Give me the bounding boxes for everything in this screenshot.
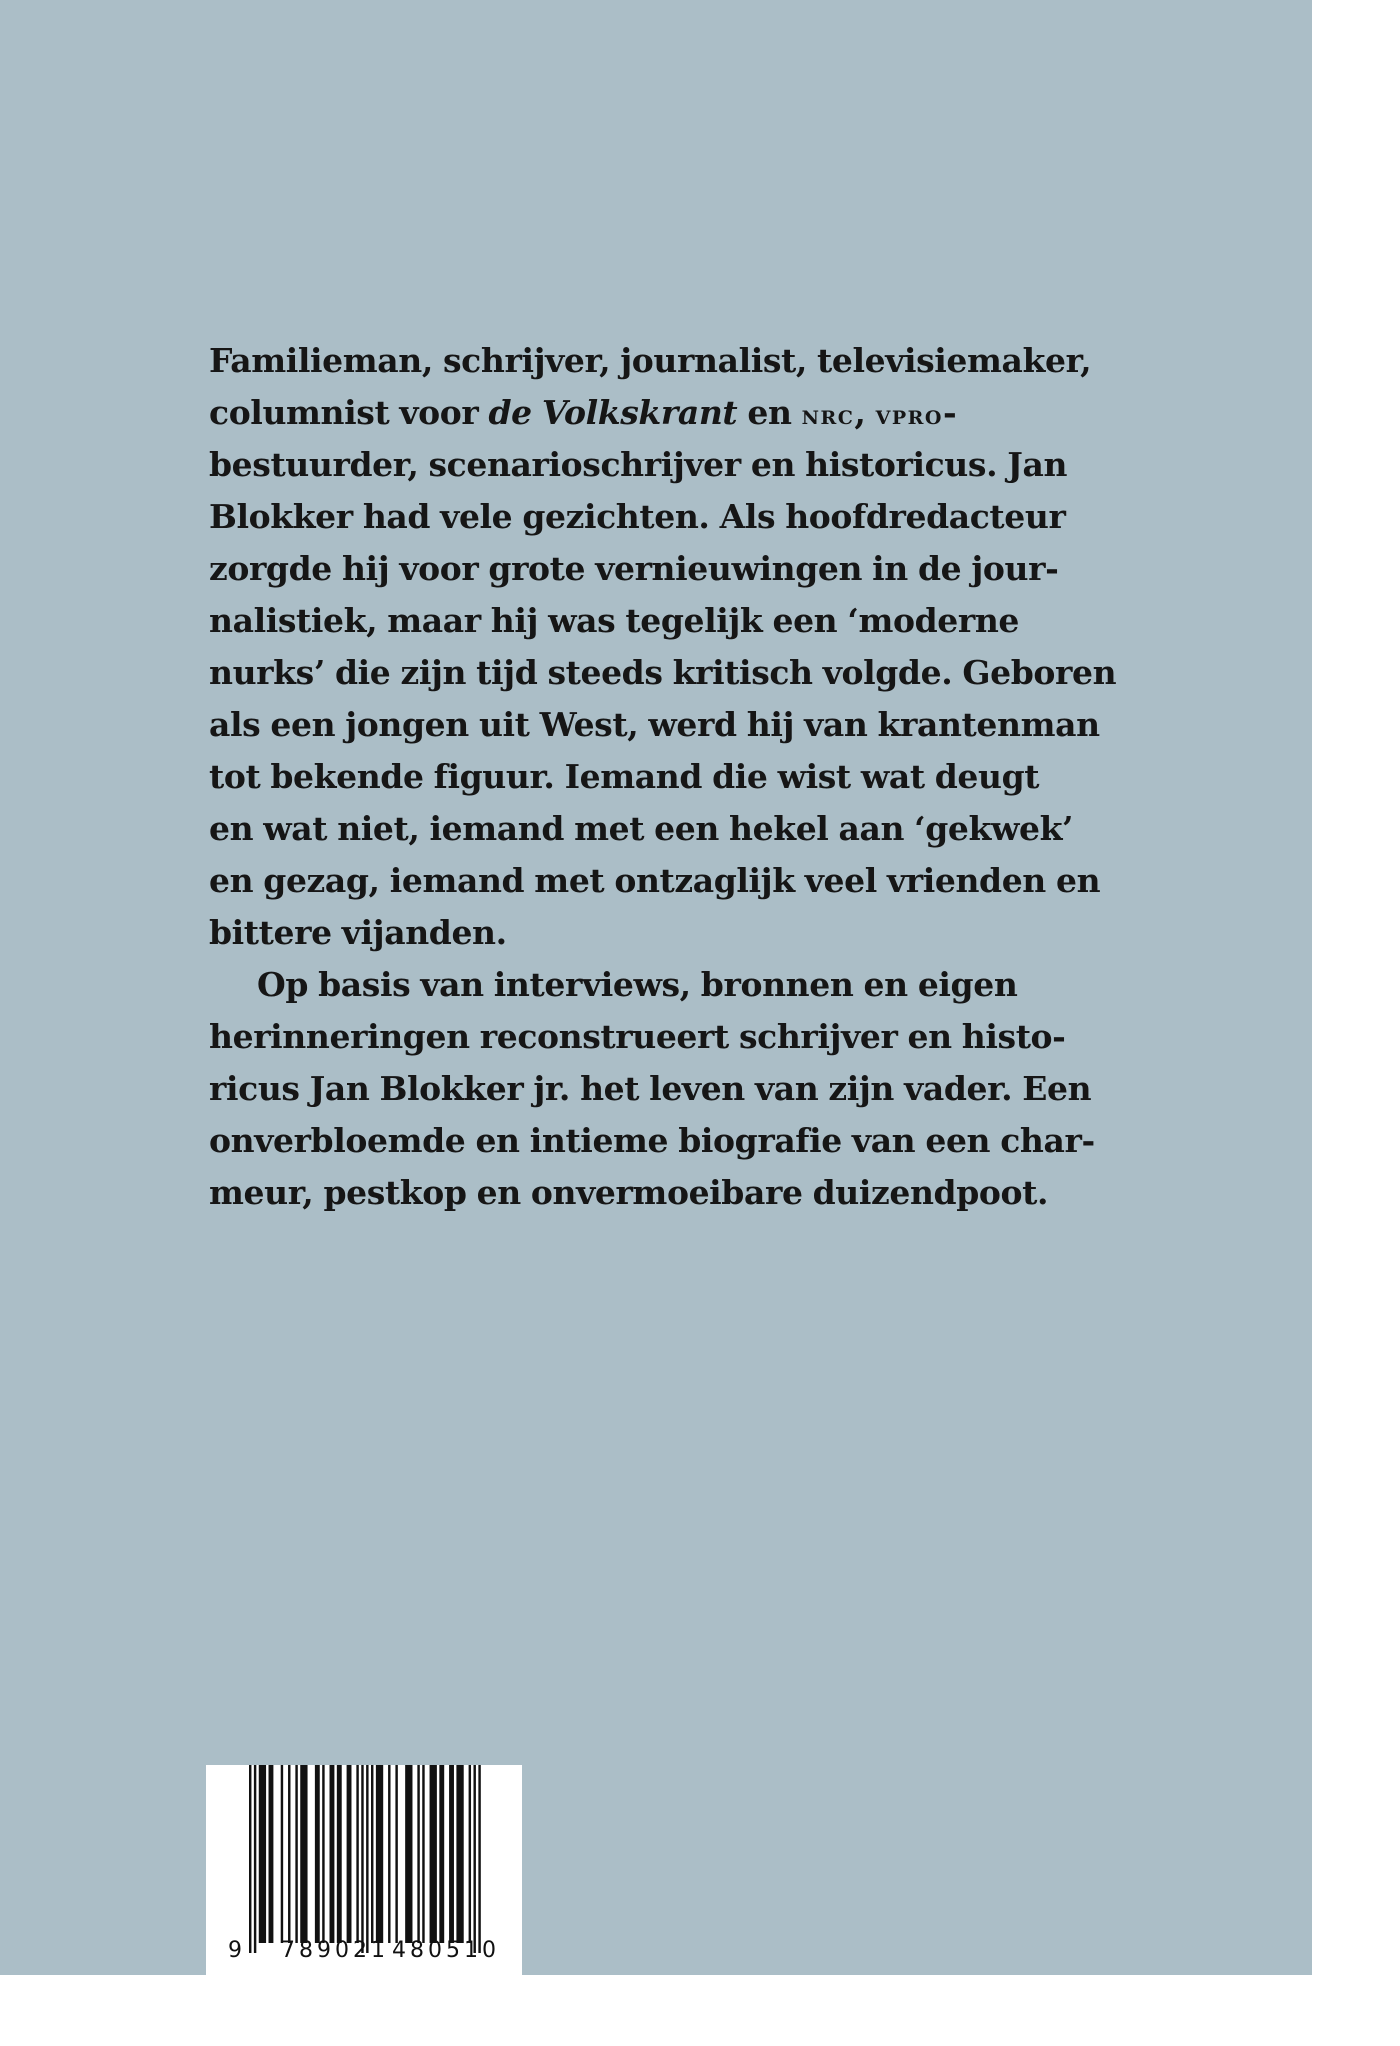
text-segment: meur, pestkop en onvermoeibare duizendpoot. xyxy=(209,1173,1049,1212)
text-segment: en xyxy=(737,393,802,432)
acronym: vpro xyxy=(875,400,943,431)
blurb-line xyxy=(209,595,1169,647)
text-segment: Familieman, schrijver, journalist, televisiemaker, xyxy=(209,341,1092,380)
text-segment: bestuurder, scenarioschrijver en historicus. Jan xyxy=(209,445,1068,484)
blurb-line xyxy=(209,1011,1169,1063)
text-segment: nalistiek, maar hij was tegelijk een ‘moderne xyxy=(209,601,1020,640)
barcode-right-digits: 480510 xyxy=(392,1938,500,1963)
isbn-barcode xyxy=(206,1765,522,2005)
text-segment: als een jongen uit West, werd hij van krantenman xyxy=(209,705,1100,744)
text-segment: columnist voor xyxy=(209,393,489,432)
text-segment: tot bekende figuur. Iemand die wist wat deugt xyxy=(209,757,1040,796)
text-segment: Blokker had vele gezichten. Als hoofdredacteur xyxy=(209,497,1066,536)
blurb-line xyxy=(209,855,1169,907)
acronym: nrc xyxy=(801,400,855,431)
blurb-line xyxy=(209,1167,1169,1219)
blurb-line xyxy=(209,1115,1169,1167)
barcode-first-digit: 9 xyxy=(228,1938,242,1963)
barcode-icon xyxy=(206,1765,522,2005)
blurb-line xyxy=(209,751,1169,803)
text-segment: bittere vijanden. xyxy=(209,913,507,952)
blurb-line xyxy=(209,907,1169,959)
blurb-text xyxy=(209,335,1169,1219)
blurb-line xyxy=(209,699,1169,751)
blurb-line xyxy=(209,1063,1169,1115)
text-segment: Op basis van interviews, bronnen en eigen xyxy=(257,965,1018,1004)
text-segment: en gezag, iemand met ontzaglijk veel vrienden en xyxy=(209,861,1101,900)
blurb-line xyxy=(209,439,1169,491)
barcode-left-digits: 789021 xyxy=(281,1938,389,1963)
text-segment: nurks’ die zijn tijd steeds kritisch volgde. Geboren xyxy=(209,653,1117,692)
blurb-line xyxy=(209,803,1169,855)
text-segment: herinneringen reconstrueert schrijver en histo- xyxy=(209,1017,1066,1056)
blurb-line xyxy=(209,491,1169,543)
blurb-line xyxy=(209,387,1169,439)
text-segment: - xyxy=(942,393,957,432)
blurb-line xyxy=(209,647,1169,699)
text-segment: zorgde hij voor grote vernieuwingen in de jour- xyxy=(209,549,1059,588)
blurb-line xyxy=(209,959,1169,1011)
blurb-line xyxy=(209,335,1169,387)
italic-title: de Volkskrant xyxy=(488,393,738,432)
blurb-line xyxy=(209,543,1169,595)
text-segment: ricus Jan Blokker jr. het leven van zijn vader. Een xyxy=(209,1069,1092,1108)
text-segment: onverbloemde en intieme biografie van een char- xyxy=(209,1121,1095,1160)
text-segment: , xyxy=(854,393,876,432)
text-segment: en wat niet, iemand met een hekel aan ‘gekwek’ xyxy=(209,809,1074,848)
